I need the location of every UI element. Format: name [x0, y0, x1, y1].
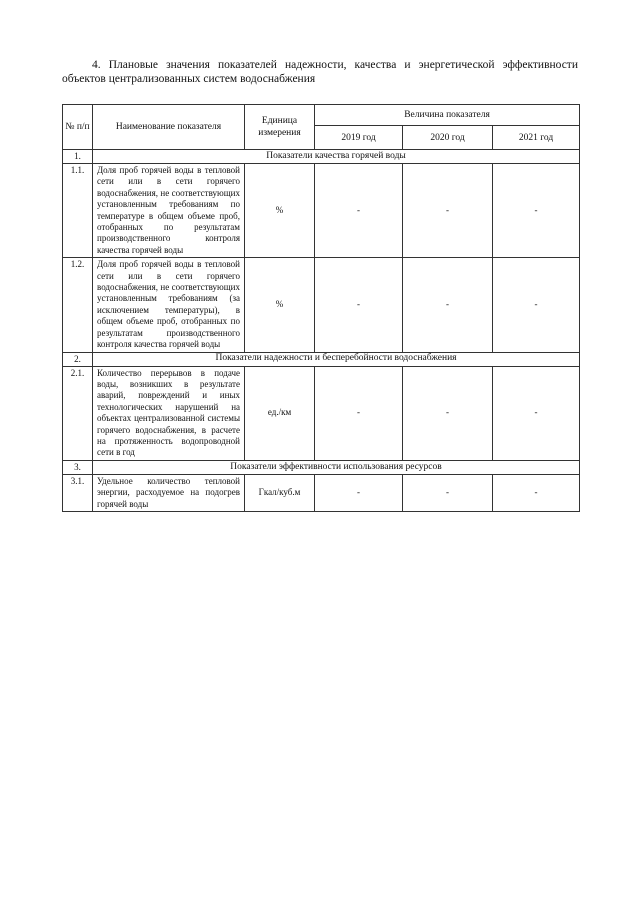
row-value-2019: -: [315, 366, 403, 460]
section-num: 2.: [63, 352, 93, 366]
header-unit: Единица измерения: [245, 105, 315, 150]
row-unit: %: [245, 164, 315, 258]
header-year-2020: 2020 год: [403, 126, 493, 150]
row-value-2021: -: [493, 366, 580, 460]
section-title: Показатели эффективности использования ресурсов: [93, 460, 580, 474]
row-num: 3.1.: [63, 474, 93, 511]
indicators-table: [62, 104, 580, 512]
row-name: Количество перерывов в подаче воды, возникших в результате аварий, повреждений и иных технологических нарушений на объектах централизованной системы горячего водоснабжения, в расчете на протяженность водопроводной сети в год: [93, 366, 245, 460]
header-year-2021: 2021 год: [493, 126, 580, 150]
header-name: Наименование показателя: [93, 105, 245, 150]
row-name: Доля проб горячей воды в тепловой сети или в сети горячего водоснабжения, не соответствующих установленным требованиям по температуре в общем объеме проб, отобранных по результатам производственного контроля качества горячей воды: [93, 164, 245, 258]
section-row: [63, 352, 580, 366]
table-row: [63, 474, 580, 511]
heading-number: 4.: [92, 59, 101, 71]
row-value-2021: -: [493, 474, 580, 511]
row-value-2020: -: [403, 164, 493, 258]
header-value-group: Величина показателя: [315, 105, 580, 126]
row-value-2019: -: [315, 258, 403, 352]
row-value-2020: -: [403, 366, 493, 460]
row-unit: %: [245, 258, 315, 352]
row-value-2020: -: [403, 474, 493, 511]
table-row: [63, 164, 580, 258]
row-value-2021: -: [493, 164, 580, 258]
row-unit: ед./км: [245, 366, 315, 460]
section-num: 3.: [63, 460, 93, 474]
header-row-top: [63, 105, 580, 126]
table-row: [63, 366, 580, 460]
row-value-2020: -: [403, 258, 493, 352]
section-num: 1.: [63, 150, 93, 164]
section-row: [63, 150, 580, 164]
header-year-2019: 2019 год: [315, 126, 403, 150]
row-unit: Гкал/куб.м: [245, 474, 315, 511]
section-heading: [62, 58, 578, 86]
section-row: [63, 460, 580, 474]
row-name: Удельное количество тепловой энергии, расходуемое на подогрев горячей воды: [93, 474, 245, 511]
header-num: № п/п: [63, 105, 93, 150]
table-row: [63, 258, 580, 352]
row-num: 1.2.: [63, 258, 93, 352]
row-value-2019: -: [315, 164, 403, 258]
row-value-2019: -: [315, 474, 403, 511]
row-num: 1.1.: [63, 164, 93, 258]
row-num: 2.1.: [63, 366, 93, 460]
section-title: Показатели качества горячей воды: [93, 150, 580, 164]
heading-text: Плановые значения показателей надежности, качества и энергетической эффективности объектов централизованных систем водоснабжения: [62, 59, 578, 85]
row-value-2021: -: [493, 258, 580, 352]
section-title: Показатели надежности и бесперебойности водоснабжения: [93, 352, 580, 366]
row-name: Доля проб горячей воды в тепловой сети или в сети горячего водоснабжения, не соответствующих установленным требованиям (за исключением температуры), в общем объеме проб, отобранных по результатам производственного контроля качества горячей воды: [93, 258, 245, 352]
